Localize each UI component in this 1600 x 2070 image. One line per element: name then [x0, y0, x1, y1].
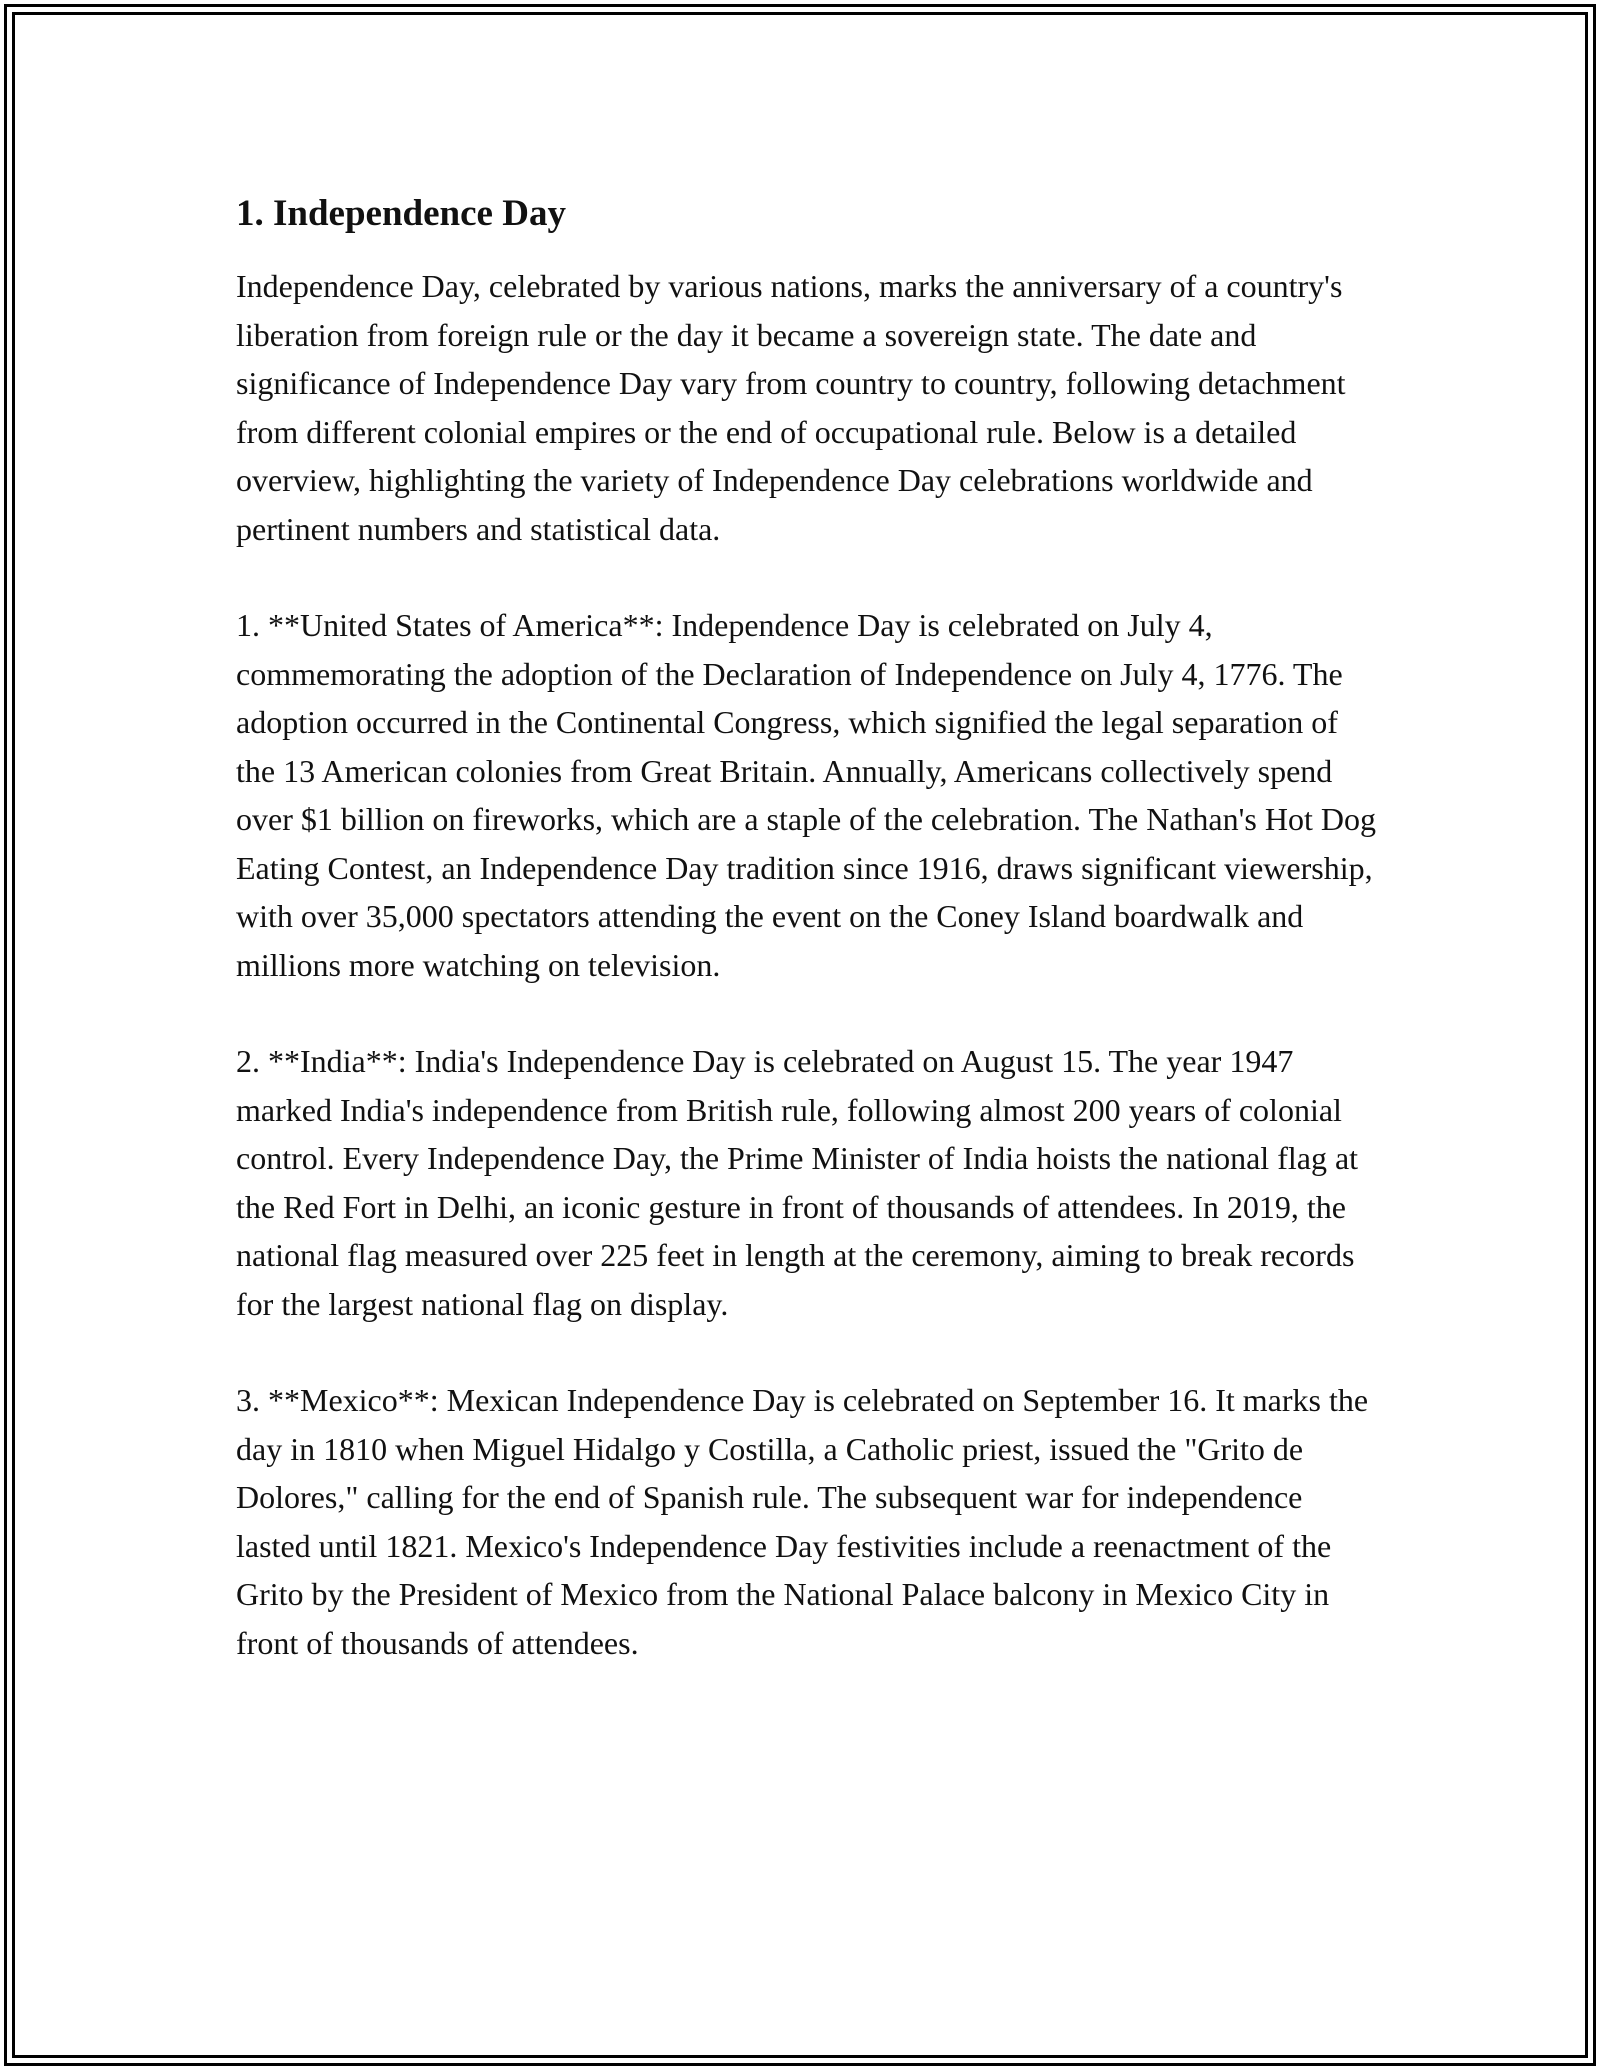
india-paragraph: 2. **India**: India's Independence Day is celebrated on August 15. The year 1947 marked India's independence from British rule, following almost 200 years of colonial control. Every Independence Day, the Prime Minister of India hoists the national flag at the Red Fort in Delhi, an iconic gesture in front of thousands of attendees. In 2019, the national flag measured over 225 feet in length at the ceremony, aiming to break records for the largest national flag on display.: [236, 1043, 1359, 1322]
mexico-paragraph: 3. **Mexico**: Mexican Independence Day is celebrated on September 16. It marks the day in 1810 when Miguel Hidalgo y Costilla, a Catholic priest, issued the "Grito de Dolores," calling for the end of Spanish rule. The subsequent war for independence lasted until 1821. Mexico's Independence Day festivities include a reenactment of the Grito by the President of Mexico from the National Palace balcony in Mexico City in front of thousands of attendees.: [236, 1382, 1369, 1661]
usa-paragraph: 1. **United States of America**: Independence Day is celebrated on July 4, commemorating the adoption of the Declaration of Independence on July 4, 1776. The adoption occurred in the Continental Congress, which signified the legal separation of the 13 American colonies from Great Britain. Annually, Americans collectively spend over $1 billion on fireworks, which are a staple of the celebration. The Nathan's Hot Dog Eating Contest, an Independence Day tradition since 1916, draws significant viewership, with over 35,000 spectators attending the event on the Coney Island boardwalk and millions more watching on television.: [236, 607, 1376, 983]
section-title: 1. Independence Day: [236, 193, 566, 234]
document-body: [236, 186, 1376, 1715]
intro-paragraph: Independence Day, celebrated by various nations, marks the anniversary of a country's liberation from foreign rule or the day it became a sovereign state. The date and significance of Independence Day vary from country to country, following detachment from different colonial empires or the end of occupational rule. Below is a detailed overview, highlighting the variety of Independence Day celebrations worldwide and pertinent numbers and statistical data.: [236, 268, 1346, 547]
